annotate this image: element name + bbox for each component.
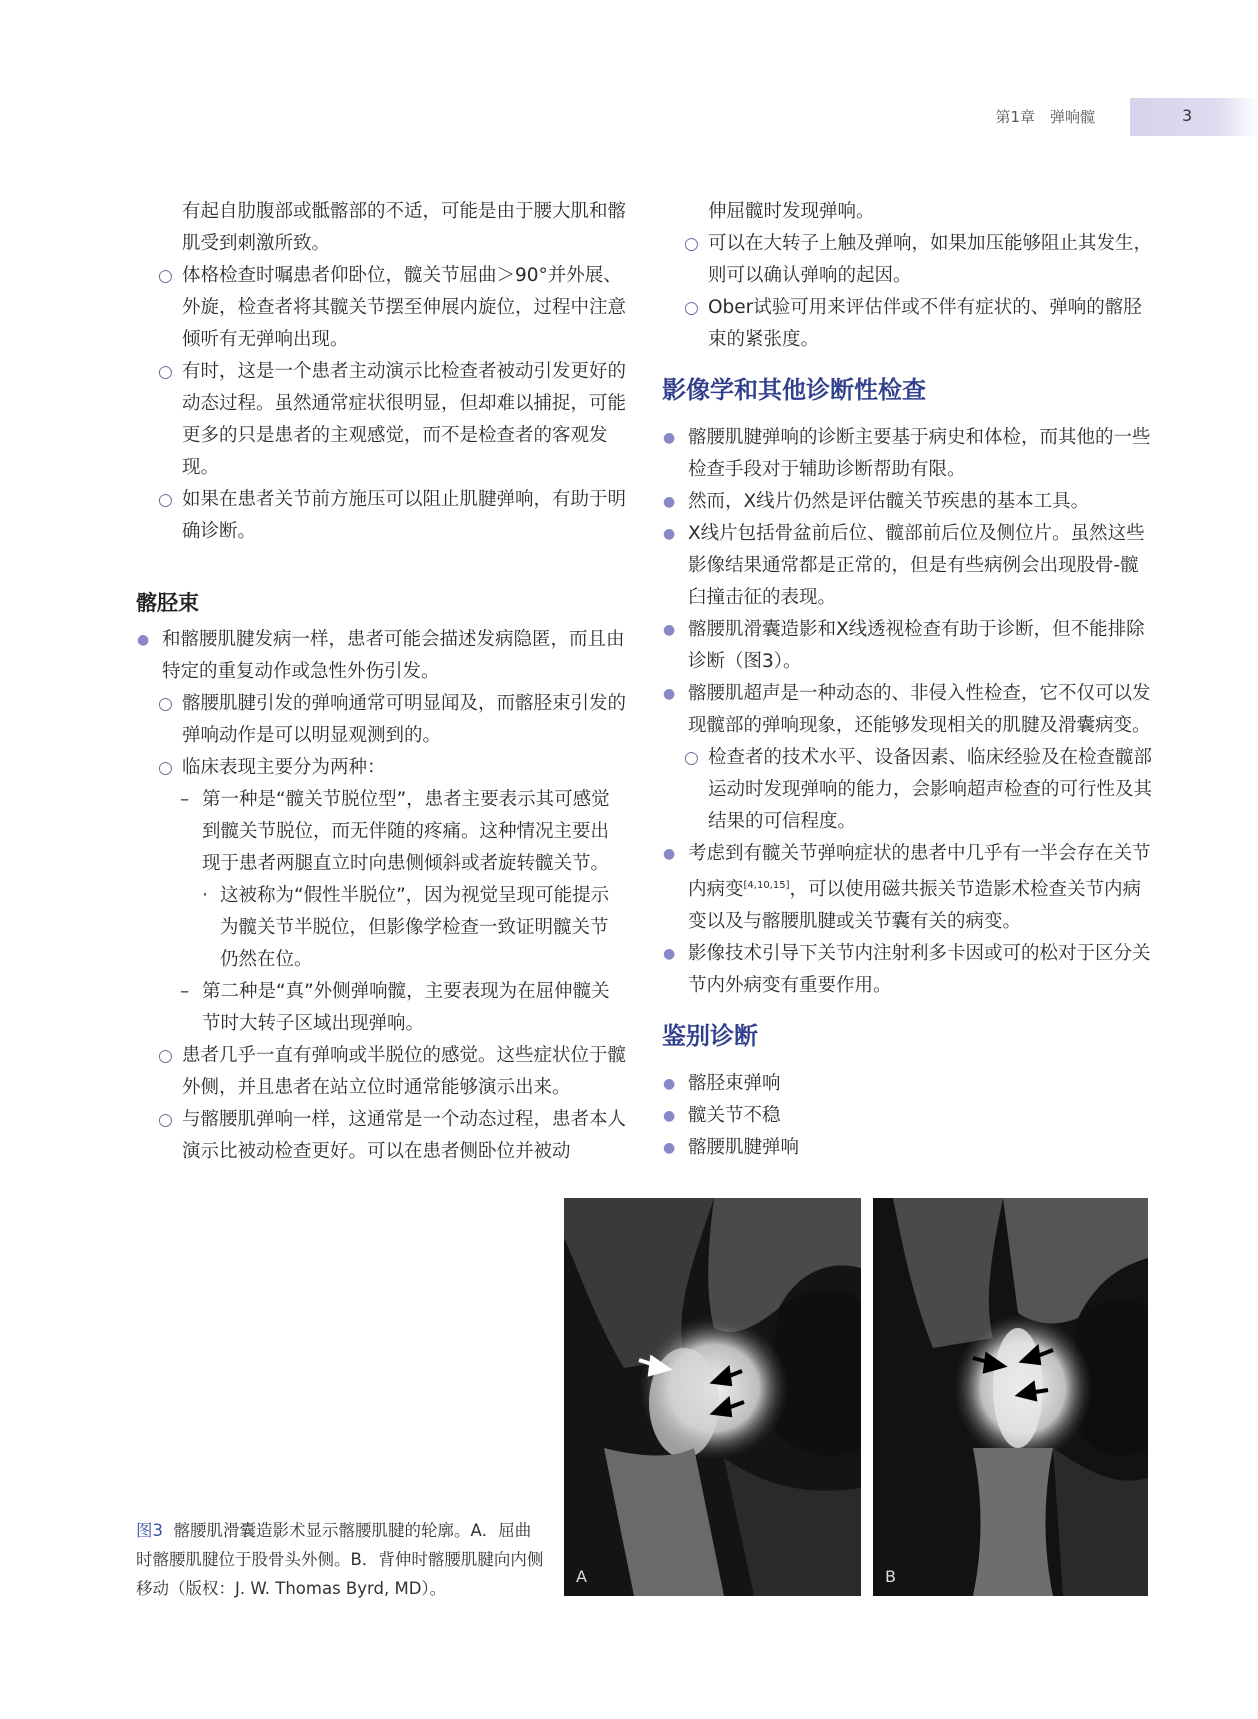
circle-bullet-icon: ○ — [684, 234, 699, 254]
list-item: ○ 体格检查时嘱患者仰卧位，髋关节屈曲＞90°并外展、外旋，检查者将其髋关节摆至伸展内旋位，过程中注意倾听有无弹响出现。 — [136, 260, 626, 356]
list-item: ● 考虑到有髋关节弹响症状的患者中几乎有一半会存在关节内病变[4,10,15]，可以使用磁共振关节造影术检查关节内病变以及与髂腰肌腱或关节囊有关的病变。 — [662, 838, 1152, 938]
circle-bullet-icon: ○ — [158, 694, 173, 714]
xray-panel-a — [564, 1198, 861, 1596]
section-title-differential: 鉴别诊断 — [662, 1022, 758, 1051]
list-item: ○ 有时，这是一个患者主动演示比检查者被动引发更好的动态过程。虽然通常症状很明显，但却难以捕捉，可能更多的只是患者的主观感觉，而不是检查者的客观发现。 — [136, 356, 626, 484]
list-item: ○ 临床表现主要分为两种： — [136, 752, 626, 784]
continued-text: 伸屈髋时发现弹响。 — [708, 201, 875, 222]
dot-bullet-icon: ● — [663, 430, 676, 446]
dash-bullet-icon: – — [180, 789, 190, 810]
circle-bullet-icon: ○ — [158, 266, 173, 286]
dot-bullet-icon: ● — [663, 526, 676, 542]
list-item: ● 影像技术引导下关节内注射利多卡因或可的松对于区分关节内外病变有重要作用。 — [662, 938, 1152, 1002]
list-item: · 这被称为“假性半脱位”，因为视觉呈现可能提示为髋关节半脱位，但影像学检查一致证明髋关节仍然在位。 — [136, 880, 626, 976]
list-item: ○ 髂腰肌腱引发的弹响通常可明显闻及，而髂胫束引发的弹响动作是可以明显观测到的。 — [136, 688, 626, 752]
dash-bullet-icon: – — [180, 981, 190, 1002]
dot-bullet-icon: ● — [663, 494, 676, 510]
dot-bullet-icon: ● — [663, 1108, 676, 1125]
circle-bullet-icon: ○ — [158, 490, 173, 510]
panel-b-label: B — [885, 1567, 896, 1586]
list-item: ○ 患者几乎一直有弹响或半脱位的感觉。这些症状位于髋外侧，并且患者在站立位时通常能够演示出来。 — [136, 1040, 626, 1104]
dot-bullet-icon: ● — [663, 686, 676, 702]
subheading-itb: 髂胫束 — [136, 591, 199, 615]
list-item: ○ 检查者的技术水平、设备因素、临床经验及在检查髋部运动时发现弹响的能力，会影响超声检查的可行性及其结果的可信程度。 — [662, 742, 1152, 838]
dot-bullet-icon: ● — [663, 1140, 676, 1157]
list-item: ● 髂腰肌超声是一种动态的、非侵入性检查，它不仅可以发现髋部的弹响现象，还能够发现相关的肌腱及滑囊病变。 — [662, 678, 1152, 742]
citation-ref: [4,10,15] — [743, 880, 790, 891]
panel-a-label: A — [576, 1567, 587, 1586]
list-item: ● 髂腰肌腱弹响的诊断主要基于病史和体检，而其他的一些检查手段对于辅助诊断帮助有限。 — [662, 422, 1152, 486]
circle-bullet-icon: ○ — [158, 758, 173, 778]
running-header: 第1章 弹响髋 — [995, 108, 1095, 126]
circle-bullet-icon: ○ — [684, 748, 699, 768]
list-item: – 第一种是“髋关节脱位型”，患者主要表示其可感觉到髋关节脱位，而无伴随的疼痛。这种情况主要出现于患者两腿直立时向患侧倾斜或者旋转髋关节。 — [136, 784, 626, 880]
dot-bullet-icon: ● — [663, 1076, 676, 1093]
list-item: ● 髋关节不稳 — [662, 1100, 1152, 1132]
right-column — [662, 196, 1152, 1164]
small-dot-bullet-icon: · — [202, 885, 208, 906]
dot-bullet-icon: ● — [663, 622, 676, 638]
left-column — [136, 196, 626, 1168]
continued-text: 有起自肋腹部或骶髂部的不适，可能是由于腰大肌和髂肌受到刺激所致。 — [182, 201, 627, 254]
list-item: ● 髂胫束弹响 — [662, 1068, 1152, 1100]
circle-bullet-icon: ○ — [158, 1046, 173, 1066]
list-item: – 第二种是“真”外侧弹响髋，主要表现为在屈伸髋关节时大转子区域出现弹响。 — [136, 976, 626, 1040]
list-item: ○ 与髂腰肌弹响一样，这通常是一个动态过程，患者本人演示比被动检查更好。可以在患者侧卧位并被动 — [136, 1104, 626, 1168]
page-number: 3 — [1182, 106, 1193, 125]
list-item: ○ 如果在患者关节前方施压可以阻止肌腱弹响，有助于明确诊断。 — [136, 484, 626, 548]
figure-caption: 图3 髂腰肌滑囊造影术显示髂腰肌腱的轮廓。A．屈曲时髂腰肌腱位于股骨头外侧。B．背伸时髂腰肌腱向内侧移动（版权：J. W. Thomas Byrd, MD）。 — [136, 1521, 544, 1598]
circle-bullet-icon: ○ — [684, 298, 699, 318]
circle-bullet-icon: ○ — [158, 362, 173, 382]
section-title-imaging: 影像学和其他诊断性检查 — [662, 376, 926, 404]
list-item: ○ 可以在大转子上触及弹响，如果加压能够阻止其发生，则可以确认弹响的起因。 — [662, 228, 1152, 292]
list-item: ● 髂腰肌腱弹响 — [662, 1132, 1152, 1164]
list-item: ● X线片包括骨盆前后位、髋部前后位及侧位片。虽然这些影像结果通常都是正常的，但是有些病例会出现股骨-髋臼撞击征的表现。 — [662, 518, 1152, 614]
figure-label: 图3 — [136, 1521, 163, 1540]
dot-bullet-icon: ● — [663, 846, 676, 862]
list-item: ● 然而，X线片仍然是评估髋关节疾患的基本工具。 — [662, 486, 1152, 518]
circle-bullet-icon: ○ — [158, 1110, 173, 1130]
dot-bullet-icon: ● — [137, 632, 150, 648]
header-bar — [1130, 98, 1258, 136]
dot-bullet-icon: ● — [663, 946, 676, 963]
list-item: ○ Ober试验可用来评估伴或不伴有症状的、弹响的髂胫束的紧张度。 — [662, 292, 1152, 356]
list-item: ● 和髂腰肌腱发病一样，患者可能会描述发病隐匿，而且由特定的重复动作或急性外伤引发。 — [136, 624, 626, 688]
list-item: ● 髂腰肌滑囊造影和X线透视检查有助于诊断，但不能排除诊断（图3）。 — [662, 614, 1152, 678]
xray-panel-b — [873, 1198, 1148, 1596]
